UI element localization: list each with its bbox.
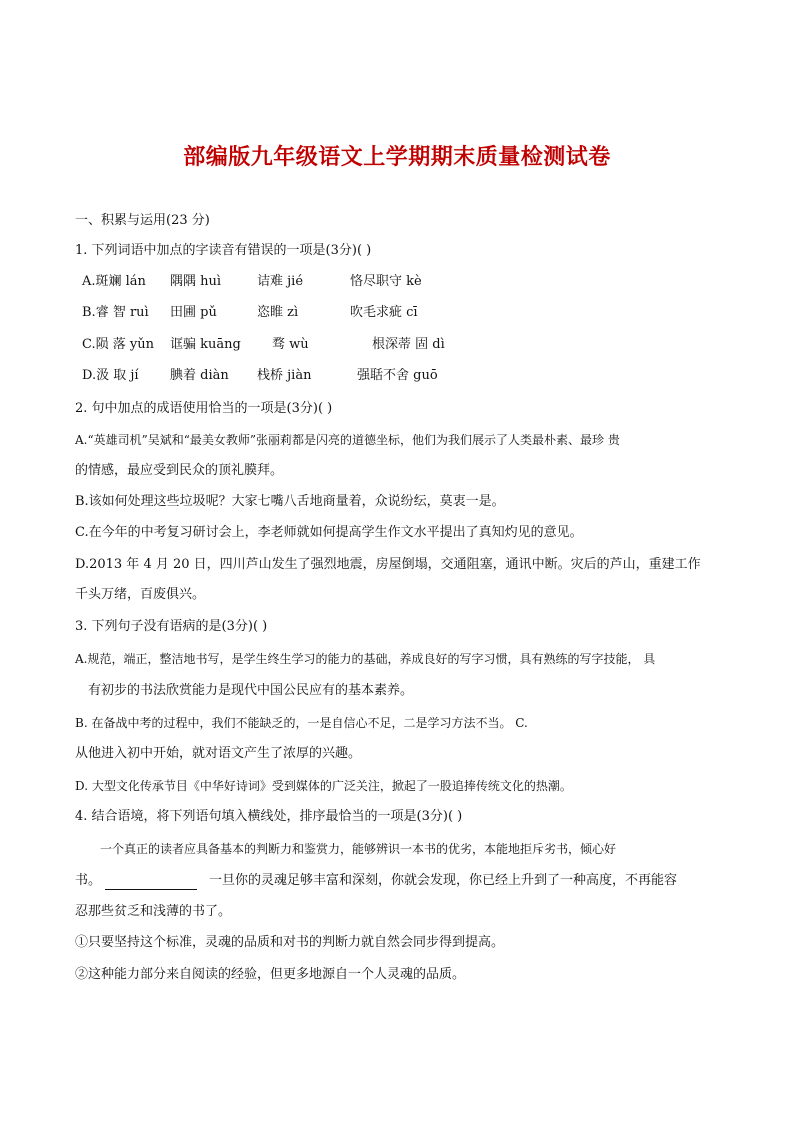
q4-passage-continue: 一旦你的灵魂足够丰富和深刻，你就会发现，你已经上升到了一种高度，不再能容	[209, 873, 678, 888]
q1-c-word-2: 诓骗 kuāng	[170, 337, 241, 352]
q1-a-word-1: A.斑斓 lán	[82, 274, 146, 289]
question-4-stem: 4. 结合语境，将下列语句填入横线处，排序最恰当的一项是(3分)( )	[75, 809, 463, 824]
q2-option-c: C.在今年的中考复习研讨会上，李老师就如何提高学生作文水平提出了真知灼见的意见。	[75, 525, 583, 540]
q4-passage-line-2	[75, 872, 677, 890]
question-3-stem: 3. 下列句子没有语病的是(3分)( )	[75, 619, 268, 634]
q1-d-word-1: D.汲 取 jí	[82, 368, 139, 383]
q2-option-a-line-1: A.“英雄司机”吴斌和“最美女教师”张丽莉都是闪亮的道德坐标，他们为我们展示了人类最朴素、最珍 贵	[75, 433, 620, 447]
q1-b-word-4: 吹毛求疵 cī	[350, 305, 418, 320]
q1-a-word-4: 恪尽职守 kè	[350, 274, 422, 289]
q2-option-d-line-2: 千头万绪，百废俱兴。	[75, 587, 206, 602]
question-2-stem: 2. 句中加点的成语使用恰当的一项是(3分)( )	[75, 401, 333, 416]
q2-option-b: B.该如何处理这些垃圾呢？大家七嘴八舌地商量着，众说纷纭，莫衷一是。	[75, 494, 505, 509]
q3-option-b: B. 在备战中考的过程中，我们不能缺乏的，一是自信心不足，二是学习方法不当。 C.	[75, 716, 528, 730]
q2-option-a-line-2: 的情感，最应受到民众的顶礼膜拜。	[75, 463, 284, 478]
q1-a-word-3: 诘难 jié	[257, 274, 304, 289]
q1-option-row-d	[82, 367, 732, 385]
q4-passage-line-3: 忍那些贫乏和浅薄的书了。	[75, 904, 232, 919]
q2-option-d-line-1: D.2013 年 4 月 20 日，四川芦山发生了强烈地震，房屋倒塌，交通阻塞，通讯中断。灾后的芦山，重建工作	[75, 557, 701, 572]
q4-option-2: ②这种能力部分来自阅读的经验，但更多地源自一个人灵魂的品质。	[75, 967, 466, 982]
question-1-stem: 1. 下列词语中加点的字读音有错误的一项是(3分)( )	[75, 243, 372, 258]
q1-c-word-4: 根深蒂 固 dì	[372, 337, 445, 352]
q1-c-word-3: 骛 wù	[272, 337, 309, 352]
q1-option-row-a	[82, 273, 732, 291]
q1-d-word-2: 腆着 diàn	[170, 368, 229, 383]
section-heading: 一、积累与运用(23 分)	[75, 213, 210, 228]
q1-a-word-2: 隅隅 huì	[170, 274, 222, 289]
q1-option-row-c	[82, 336, 732, 354]
q3-option-a-line-1: A.规范，端正，整洁地书写，是学生终生学习的能力的基础，养成良好的写字习惯，具有熟练的写字技能， 具	[75, 652, 656, 666]
q4-passage-line-1: 一个真正的读者应具备基本的判断力和鉴赏力，能够辨识一本书的优劣，本能地拒斥劣书，倾心好	[100, 842, 617, 856]
q4-passage-start: 书。	[75, 873, 102, 888]
q1-d-word-3: 栈桥 jiàn	[257, 368, 312, 383]
q1-b-word-3: 恣睢 zì	[257, 305, 299, 320]
page-title: 部编版九年级语文上学期期末质量检测试卷	[183, 144, 611, 170]
q1-b-word-2: 田圃 pǔ	[170, 305, 217, 320]
q1-d-word-4: 强聒不舍 guō	[357, 368, 438, 383]
q3-option-c: 从他进入初中开始，就对语文产生了浓厚的兴趣。	[75, 746, 362, 761]
q1-option-row-b	[82, 304, 732, 322]
q1-c-word-1: C.陨 落 yǔn	[82, 337, 154, 352]
q4-option-1: ①只要坚持这个标准，灵魂的品质和对书的判断力就自然会同步得到提高。	[75, 935, 505, 950]
q3-option-d: D. 大型文化传承节目《中华好诗词》受到媒体的广泛关注，掀起了一股追捧传统文化的热潮。	[75, 779, 572, 793]
answer-blank[interactable]	[105, 875, 197, 890]
q1-b-word-1: B.睿 智 ruì	[82, 305, 149, 320]
q3-option-a-line-2: 有初步的书法欣赏能力是现代中国公民应有的基本素养。	[88, 683, 414, 698]
